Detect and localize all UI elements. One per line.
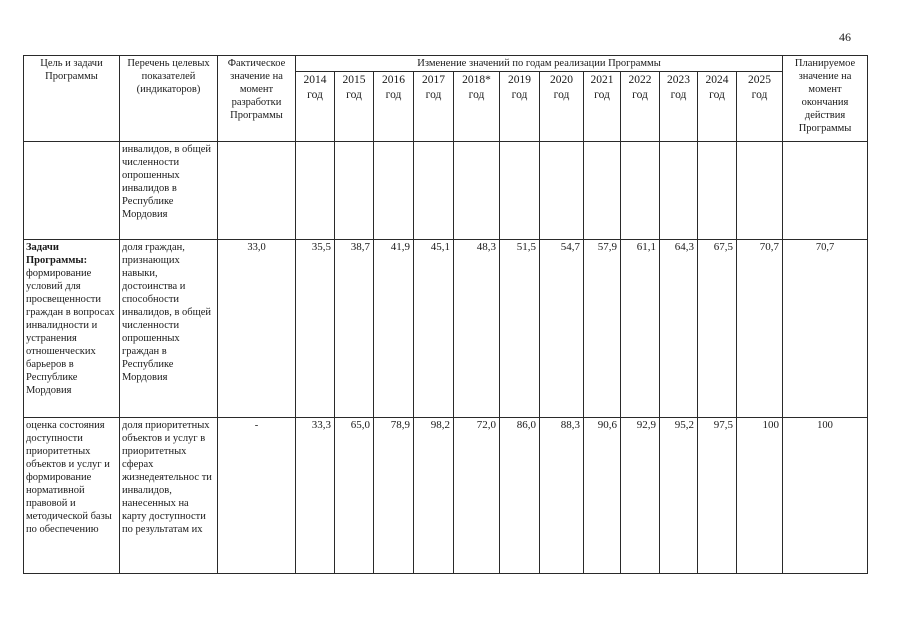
indicator-cell: доля приоритетных объектов и услуг в приоритетных сферах жизнедеятельнос ти инвалидов, нанесенных на карту доступности по результатам их [120, 418, 218, 574]
year-value-cell: 92,9 [621, 418, 660, 574]
year-header: 2015 год [335, 72, 374, 142]
goal-cell: Задачи Программы: формирование условий для просвещенности граждан в вопросах инвалидности и устранения отношенческих барьеров в Республике Мордовия [24, 240, 120, 418]
year-value-cell [414, 142, 454, 240]
year-header: 2023 год [660, 72, 698, 142]
table-row [24, 240, 868, 418]
year-value-cell [621, 142, 660, 240]
program-indicators-table [23, 55, 868, 574]
year-value-cell: 57,9 [584, 240, 621, 418]
year-value-cell: 100 [737, 418, 783, 574]
planned-value-cell: 100 [783, 418, 868, 574]
year-value-cell: 41,9 [374, 240, 414, 418]
year-value-cell [500, 142, 540, 240]
year-header: 2022 год [621, 72, 660, 142]
goal-cell [24, 142, 120, 240]
actual-value-cell: - [218, 418, 296, 574]
year-header: 2014 год [296, 72, 335, 142]
year-value-cell: 51,5 [500, 240, 540, 418]
year-value-cell: 90,6 [584, 418, 621, 574]
year-value-cell: 48,3 [454, 240, 500, 418]
indicator-cell: доля граждан, признающих навыки, достоинства и способности инвалидов, в общей численности опрошенных граждан в Республике Мордовия [120, 240, 218, 418]
year-value-cell [296, 142, 335, 240]
header-goal: Цель и задачи Программы [24, 56, 120, 142]
header-indicators: Перечень целевых показателей (индикаторов) [120, 56, 218, 142]
year-header: 2020 год [540, 72, 584, 142]
year-value-cell: 95,2 [660, 418, 698, 574]
table-row [24, 142, 868, 240]
header-row-top [24, 56, 868, 72]
planned-value-cell: 70,7 [783, 240, 868, 418]
goal-cell: оценка состояния доступности приоритетных объектов и услуг и формирование нормативной правовой и методической базы по обеспечению [24, 418, 120, 574]
year-header: 2019 год [500, 72, 540, 142]
year-value-cell: 33,3 [296, 418, 335, 574]
year-value-cell: 38,7 [335, 240, 374, 418]
indicator-cell: инвалидов, в общей численности опрошенных инвалидов в Республике Мордовия [120, 142, 218, 240]
actual-value-cell [218, 142, 296, 240]
year-value-cell: 35,5 [296, 240, 335, 418]
year-value-cell: 67,5 [698, 240, 737, 418]
year-value-cell [540, 142, 584, 240]
year-value-cell: 78,9 [374, 418, 414, 574]
year-value-cell [584, 142, 621, 240]
year-value-cell: 65,0 [335, 418, 374, 574]
year-header: 2017 год [414, 72, 454, 142]
year-value-cell: 98,2 [414, 418, 454, 574]
year-header: 2025 год [737, 72, 783, 142]
year-value-cell [374, 142, 414, 240]
year-value-cell: 86,0 [500, 418, 540, 574]
header-change-by-year: Изменение значений по годам реализации Программы [296, 56, 783, 72]
year-value-cell: 72,0 [454, 418, 500, 574]
actual-value-cell: 33,0 [218, 240, 296, 418]
year-value-cell [698, 142, 737, 240]
year-value-cell: 70,7 [737, 240, 783, 418]
year-value-cell: 54,7 [540, 240, 584, 418]
year-value-cell [737, 142, 783, 240]
header-planned-value: Планируемое значение на момент окончания действия Программы [783, 56, 868, 142]
year-value-cell: 45,1 [414, 240, 454, 418]
year-header: 2018* год [454, 72, 500, 142]
year-header: 2024 год [698, 72, 737, 142]
year-value-cell [454, 142, 500, 240]
year-value-cell: 64,3 [660, 240, 698, 418]
year-header: 2021 год [584, 72, 621, 142]
year-header: 2016 год [374, 72, 414, 142]
table-row [24, 418, 868, 574]
year-value-cell: 88,3 [540, 418, 584, 574]
header-actual-value: Фактическое значение на момент разработки Программы [218, 56, 296, 142]
planned-value-cell [783, 142, 868, 240]
year-value-cell [660, 142, 698, 240]
year-value-cell [335, 142, 374, 240]
year-value-cell: 97,5 [698, 418, 737, 574]
year-value-cell: 61,1 [621, 240, 660, 418]
page-number: 46 [839, 30, 851, 44]
